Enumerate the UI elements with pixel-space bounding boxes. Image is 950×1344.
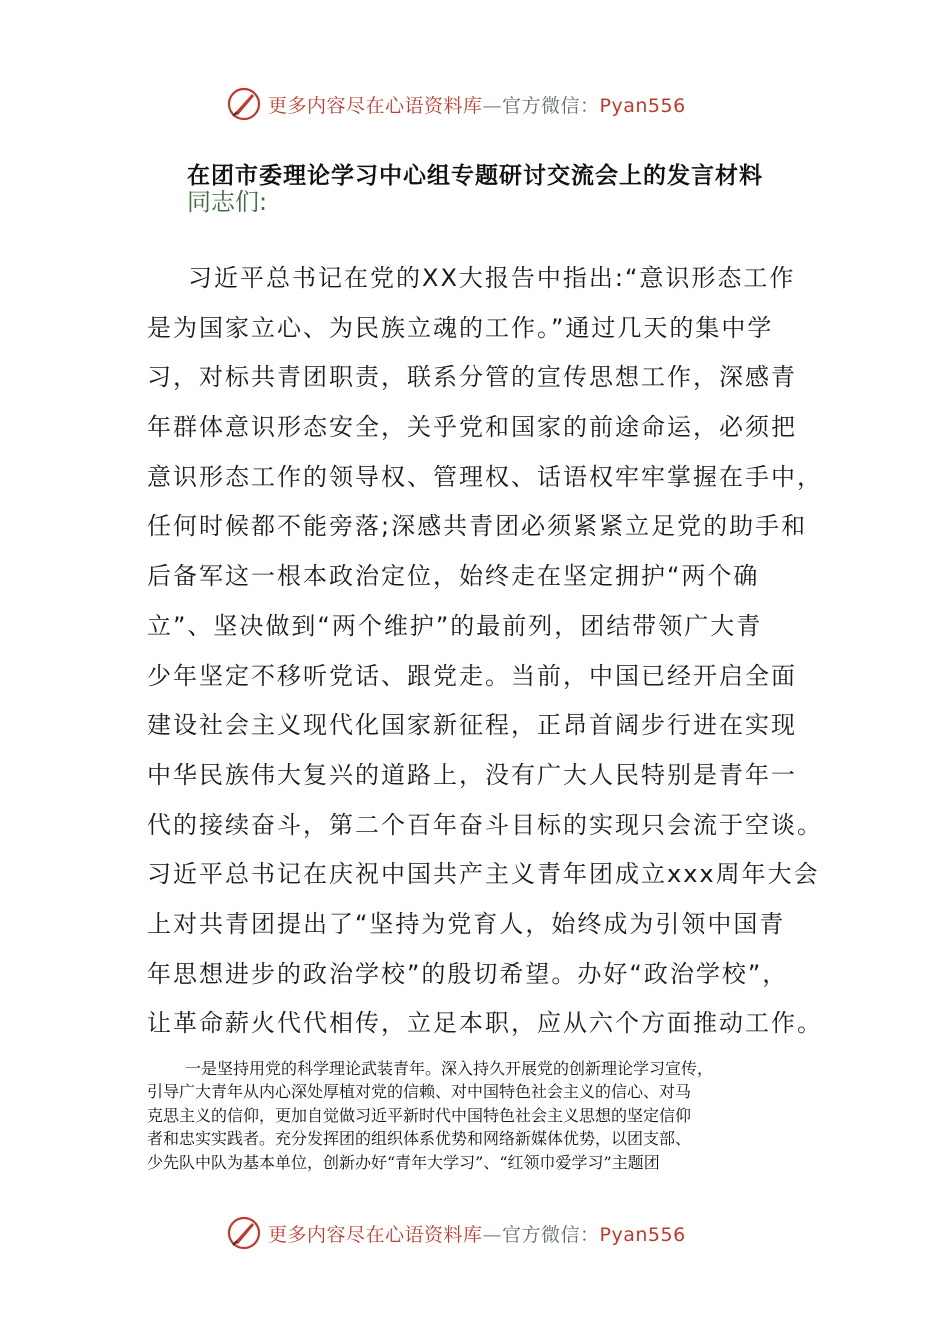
text-line: 意识形态工作的领导权、管理权、话语权牢牢掌握在手中， <box>147 462 823 491</box>
text-line: 习，对标共青团职责，联系分管的宣传思想工作，深感青 <box>147 363 797 392</box>
banner-wechat-id: Pyan556 <box>599 1223 686 1246</box>
banner-dash: — <box>482 1223 503 1246</box>
header-banner <box>226 84 686 124</box>
text-line: 年群体意识形态安全，关乎党和国家的前途命运，必须把 <box>147 413 797 442</box>
banner-dash: — <box>482 94 503 117</box>
text-line: 代的接续奋斗，第二个百年奋斗目标的实现只会流于空谈。 <box>147 810 823 839</box>
text-line: 者和忠实实践者。充分发挥团的组织体系优势和网络新媒体优势，以团支部、 <box>147 1129 692 1149</box>
text-line: 年思想进步的政治学校”的殷切希望。办好“政治学校”， <box>147 959 789 988</box>
text-line: 让革命薪火代代相传，立足本职，应从六个方面推动工作。 <box>147 1009 823 1038</box>
text-line: 任何时候都不能旁落;深感共青团必须紧紧立足党的助手和 <box>147 512 808 541</box>
banner-wechat-label: 官方微信： <box>502 94 600 117</box>
text-line: 立”、坚决做到“两个维护”的最前列，团结带领广大青 <box>147 611 763 640</box>
text-line: 习近平总书记在庆祝中国共产主义青年团成立xxx周年大会 <box>147 860 820 889</box>
text-line: 中华民族伟大复兴的道路上，没有广大人民特别是青年一 <box>147 760 797 789</box>
text-line: 克思主义的信仰，更加自觉做习近平新时代中国特色社会主义思想的坚定信仰 <box>147 1105 692 1125</box>
text-line: 一是坚持用党的科学理论武装青年。深入持久开展党的创新理论学习宣传， <box>185 1059 714 1078</box>
footer-banner <box>226 1213 686 1253</box>
text-line: 习近平总书记在党的XX大报告中指出:“意识形态工作 <box>188 264 796 292</box>
main-paragraph <box>147 254 827 1049</box>
text-line: 后备军这一根本政治定位，始终走在坚定拥护“两个确 <box>147 562 760 591</box>
text-line: 引导广大青年从内心深处厚植对党的信赖、对中国特色社会主义的信心、对马 <box>147 1082 692 1102</box>
quill-logo-icon <box>226 86 262 122</box>
text-line: 少年坚定不移听党话、跟党走。当前，中国已经开启全面 <box>147 661 797 690</box>
document-title: 在团市委理论学习中心组专题研讨交流会上的发言材料 <box>187 163 763 189</box>
banner-text <box>268 91 686 118</box>
quill-logo-icon <box>226 1215 262 1251</box>
text-line: 建设社会主义现代化国家新征程，正昂首阔步行进在实现 <box>147 711 797 740</box>
text-line: 是为国家立心、为民族立魂的工作。”通过几天的集中学 <box>147 313 774 342</box>
banner-text <box>268 1220 686 1247</box>
banner-main: 更多内容尽在心语资料库 <box>268 94 483 117</box>
salutation: 同志们: <box>187 188 268 216</box>
banner-wechat-id: Pyan556 <box>599 94 686 117</box>
banner-main: 更多内容尽在心语资料库 <box>268 1223 483 1246</box>
banner-wechat-label: 官方微信： <box>502 1223 600 1246</box>
text-line: 少先队中队为基本单位，创新办好“青年大学习”、“红领巾爱学习”主题团 <box>147 1152 660 1172</box>
point-one-paragraph <box>147 1057 807 1174</box>
text-line: 上对共青团提出了“坚持为党育人，始终成为引领中国青 <box>147 909 786 938</box>
